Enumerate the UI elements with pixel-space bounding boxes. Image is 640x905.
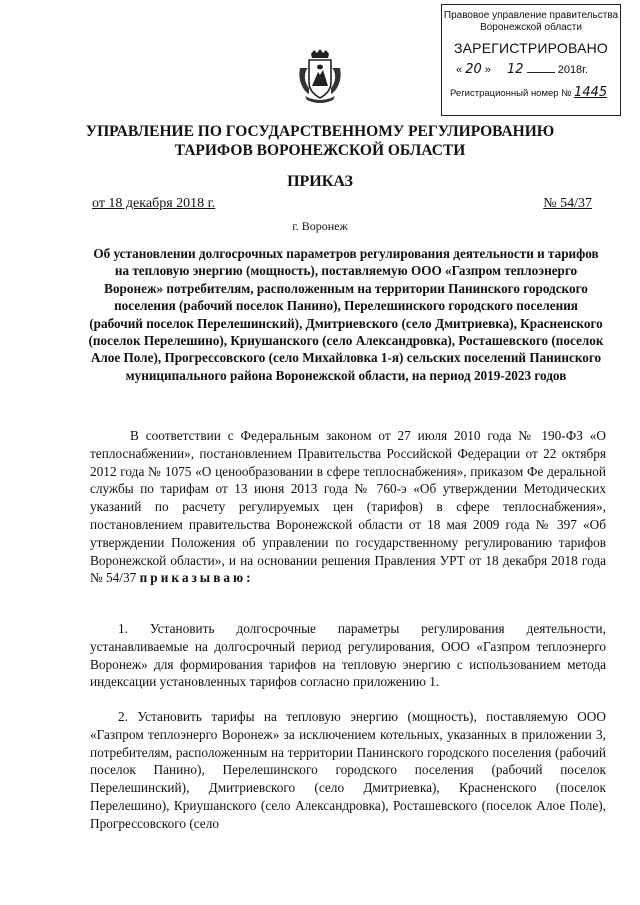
- order-word: приказываю:: [139, 570, 254, 586]
- stamp-date-day: 20: [465, 62, 482, 77]
- stamp-date-month: 12: [507, 62, 524, 77]
- stamp-org-line2: Воронежской области: [480, 22, 582, 33]
- stamp-date: « 20 » 12 2018г.: [456, 62, 588, 77]
- item-1-paragraph: 1. Установить долгосрочные параметры регулирования деятельности, устанавливаемые на долгосрочный период регулирования, ООО «Газпром теплоэнерго Воронеж» для формирования тарифов на тепловую энергию с использованием метода индексации установленных тарифов согласно приложению 1.: [90, 621, 606, 690]
- order-subject: Об установлении долгосрочных параметров регулирования деятельности и тарифов на тепловую энергию (мощность), поставляемую ООО «Газпром теплоэнерго Воронеж» потребителям, расположенным на территории Панинского городского поселения (рабочий поселок Панино), Перелешинского городского поселения (рабочий поселок Перелешинский), Дмитриевского (село Дмитриевка), Красненского (поселок Перелешино), Криушанского (село Александровка), Росташевского (поселок Алое Поле), Прогрессовского (село Михайловка 1-я) сельских поселений Панинского муниципального района Воронежской области, на период 2019-2023 годов: [88, 246, 604, 383]
- agency-name-line1: УПРАВЛЕНИЕ ПО ГОСУДАРСТВЕННОМУ РЕГУЛИРОВАНИЮ: [85, 123, 555, 140]
- stamp-reg-number-value: 1445: [574, 85, 608, 100]
- stamp-reg-number-label: Регистрационный номер №: [450, 88, 572, 99]
- registration-stamp: [441, 4, 621, 116]
- order-number: № 54/37: [543, 196, 592, 211]
- stamp-date-year: 2018г.: [557, 64, 588, 76]
- item-2-paragraph: 2. Установить тарифы на тепловую энергию (мощность), поставляемую ООО «Газпром теплоэнерго Воронеж» за исключением котельных, указанных в приложении 3, потребителям, расположенным на территории Панинского городского поселения (рабочий поселок Панино), Перелешинского городского поселения (рабочий поселок Перелешинский), Дмитриевского (село Дмитриевка), Красненского (поселок Перелешино), Криушанского (село Александровка), Росташевского (поселок Алое Поле), Прогрессовского (село: [90, 709, 606, 831]
- preamble-text: В соответствии с Федеральным законом от 27 июля 2010 года № 190-ФЗ «О теплоснабжении», постановлением Правительства Российской Федерации от 22 октября 2012 года № 1075 «О ценообразовании в сфере теплоснабжения», приказом Фе деральной службы по тарифам от 13 июня 2013 года № 760-э «Об утверждении Методических указаний по расчету регулируемых цен (тарифов) в сфере теплоснабжения», постановлением правительства Воронежской области от 18 мая 2009 года № 397 «Об утверждении Положения об управлении по государственному регулированию тарифов Воронежской области», и на основании решения Правления УРТ от 18 декабря 2018 года № 54/37: [90, 428, 606, 586]
- stamp-reg-number: [442, 85, 620, 100]
- agency-name-line2: ТАРИФОВ ВОРОНЕЖСКОЙ ОБЛАСТИ: [174, 142, 466, 159]
- voronezh-coat-of-arms-icon: [297, 48, 343, 104]
- stamp-registered-label: ЗАРЕГИСТРИРОВАНО: [453, 40, 609, 56]
- order-date: от 18 декабря 2018 г.: [92, 196, 216, 211]
- stamp-org-line1: Правовое управление правительства: [443, 10, 619, 21]
- preamble-paragraph: [90, 427, 606, 587]
- stamp-organization: [442, 10, 620, 34]
- document-type: ПРИКАЗ: [287, 173, 353, 190]
- order-city: г. Воронеж: [292, 219, 348, 233]
